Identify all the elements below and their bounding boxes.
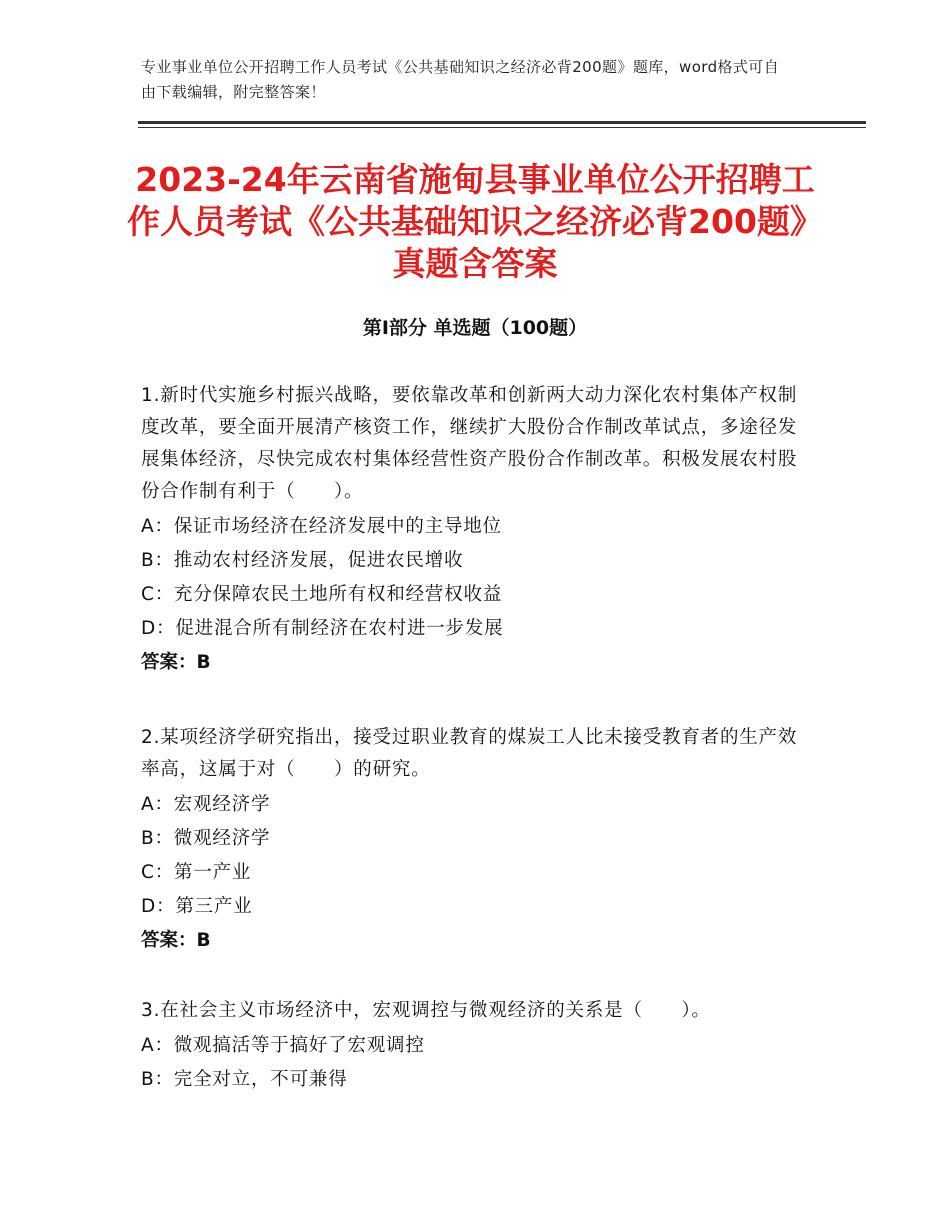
option-c: C：第一产业 (141, 862, 252, 883)
option-b: B：微观经济学 (141, 828, 271, 849)
option-a: A：宏观经济学 (141, 794, 271, 815)
answer: 答案：B (141, 930, 211, 951)
answer: 答案：B (141, 652, 211, 673)
header-note: 专业事业单位公开招聘工作人员考试《公共基础知识之经济必背200题》题库，word格式可自由下载编辑，附完整答案！ (141, 58, 780, 101)
document-title: 2023-24年云南省施甸县事业单位公开招聘工作人员考试《公共基础知识之经济必背200题》真题含答案 (127, 160, 823, 283)
option-c: C：充分保障农民土地所有权和经营权收益 (141, 584, 503, 605)
question-stem: 2.某项经济学研究指出，接受过职业教育的煤炭工人比未接受教育者的生产效率高，这属于对（ ）的研究。 (141, 727, 798, 780)
option-d: D：促进混合所有制经济在农村进一步发展 (141, 618, 504, 639)
question-2 (141, 722, 801, 958)
header-rule-thin (138, 127, 866, 128)
option-b: B：推动农村经济发展，促进农民增收 (141, 550, 464, 571)
option-d: D：第三产业 (141, 896, 253, 917)
question-1 (141, 380, 801, 680)
question-3 (141, 995, 801, 1097)
question-stem: 3.在社会主义市场经济中，宏观调控与微观经济的关系是（ ）。 (141, 1000, 711, 1021)
section-heading: 第Ⅰ部分 单选题（100题） (362, 317, 588, 339)
header-rule-thick (138, 121, 866, 124)
option-b: B：完全对立，不可兼得 (141, 1069, 348, 1090)
question-stem: 1.新时代实施乡村振兴战略，要依靠改革和创新两大动力深化农村集体产权制度改革，要全面开展清产核资工作，继续扩大股份合作制改革试点，多途径发展集体经济，尽快完成农村集体经营性资产股份合作制改革。积极发展农村股份合作制有利于（ ）。 (141, 385, 798, 502)
option-a: A：微观搞活等于搞好了宏观调控 (141, 1035, 425, 1056)
option-a: A：保证市场经济在经济发展中的主导地位 (141, 516, 502, 537)
